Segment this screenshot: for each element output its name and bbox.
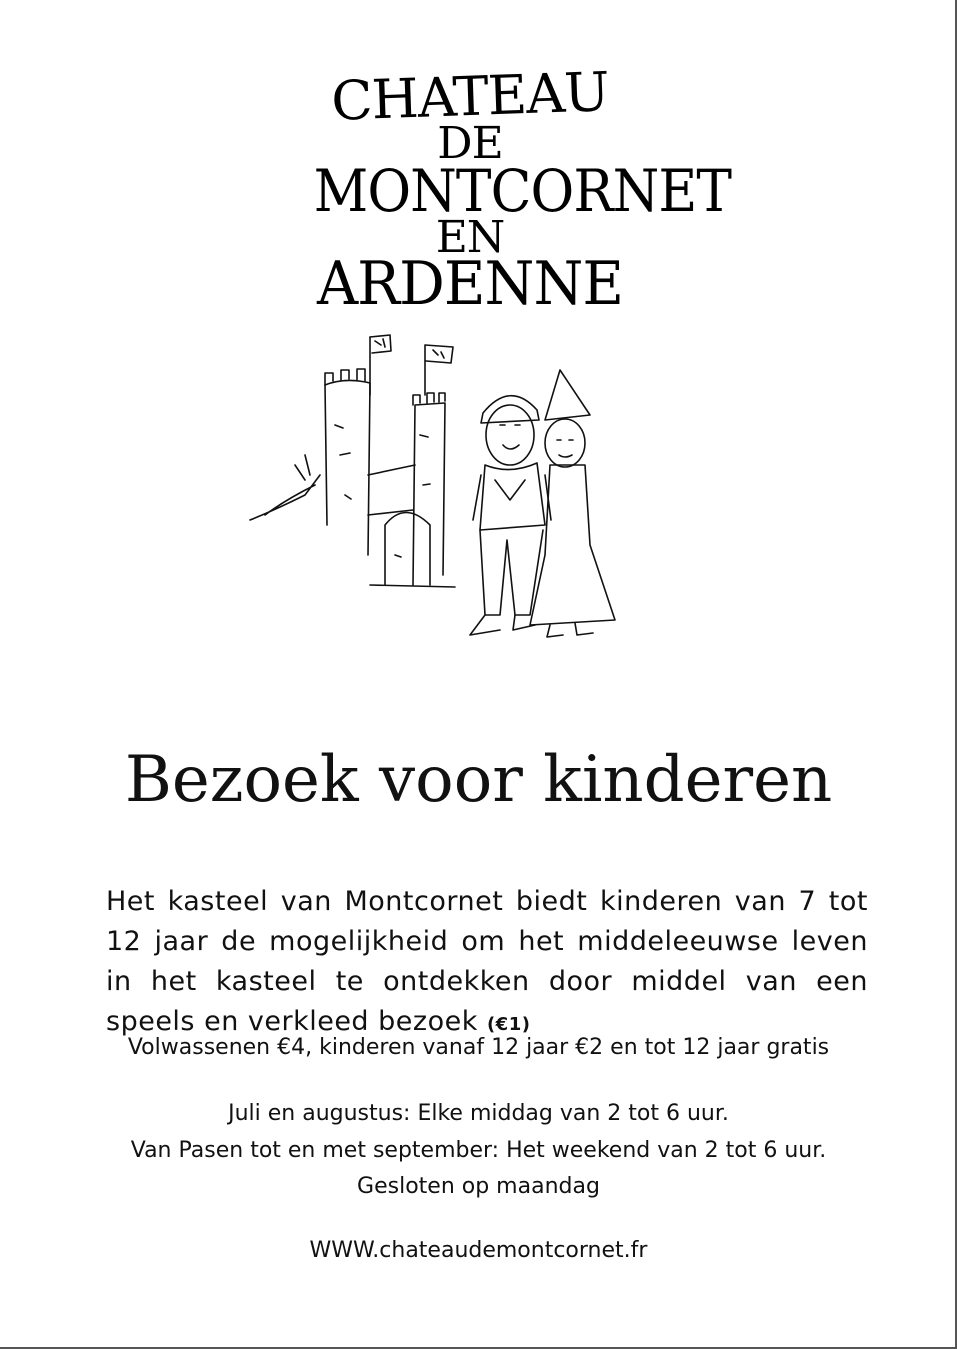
hours-summer: Juli en augustus: Elke middag van 2 tot 6 uur. [228, 1101, 729, 1126]
castle-children-drawing [245, 325, 645, 655]
logo-line-montcornet: MONTCORNET [313, 157, 732, 225]
logo-line-chateau: CHATEAU [330, 60, 610, 133]
logo-line-ardenne: ARDENNE [316, 249, 624, 319]
prices-line: Volwassenen €4, kinderen vanaf 12 jaar €2 en tot 12 jaar gratis [127, 1035, 830, 1060]
logo-line-de: DE [437, 118, 503, 169]
page-title: Bezoek voor kinderen [124, 742, 833, 817]
intro-text: Het kasteel van Montcornet biedt kinderen van 7 tot 12 jaar de mogelijkheid om het middeleeuwse leven in het kasteel te ontdekken door middel van een speels en verkleed bezoek [106, 886, 868, 1037]
intro-price-note: (€1) [486, 1014, 531, 1035]
chateau-logo [300, 60, 732, 319]
intro-paragraph [106, 882, 868, 1045]
website-link[interactable]: WWW.chateaudemontcornet.fr [309, 1238, 648, 1263]
hours-closed: Gesloten op maandag [357, 1174, 600, 1199]
hours-season: Van Pasen tot en met september: Het weekend van 2 tot 6 uur. [130, 1138, 827, 1163]
logo-line-en: EN [435, 212, 505, 263]
